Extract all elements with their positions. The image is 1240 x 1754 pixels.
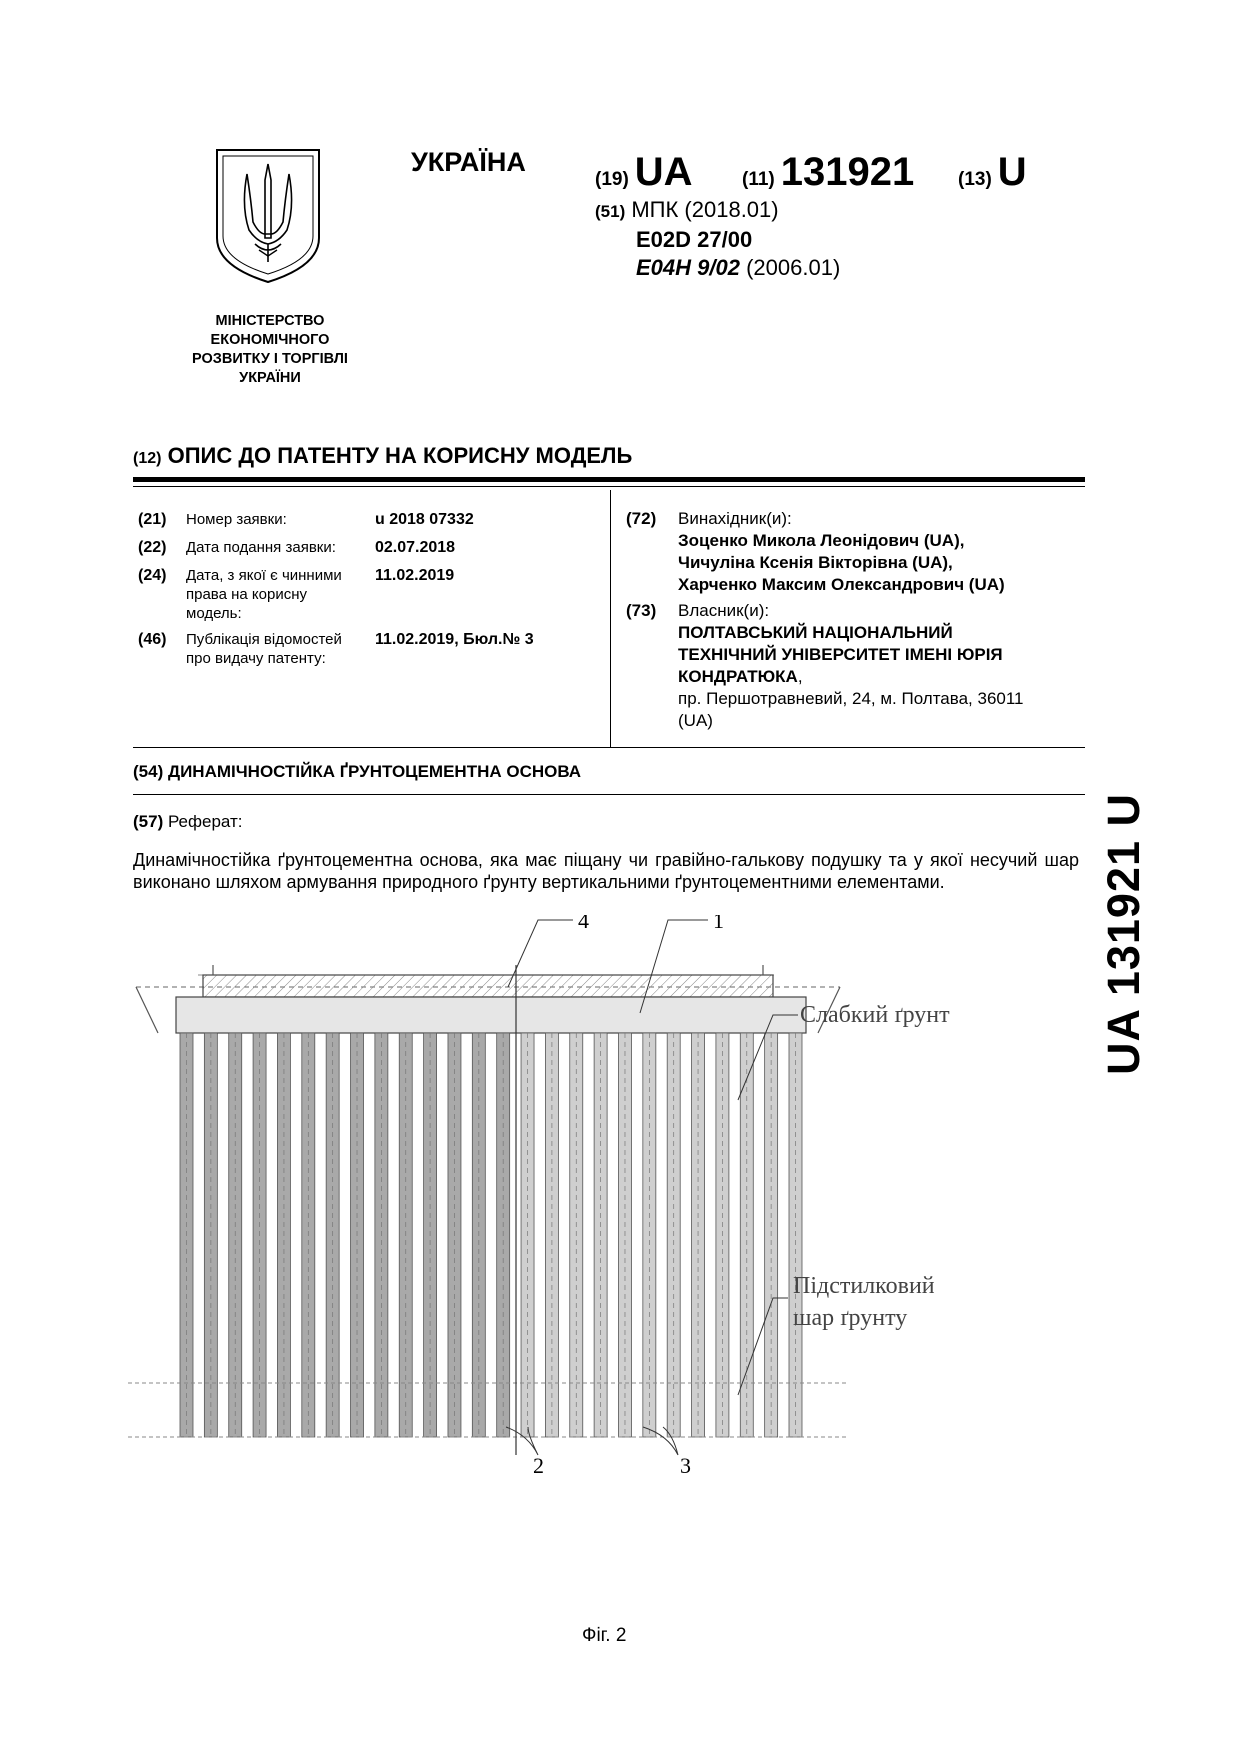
ministry-line: МІНІСТЕРСТВО xyxy=(215,313,325,329)
bib-value: u 2018 07332 xyxy=(375,511,474,528)
abstract-heading xyxy=(133,812,243,832)
ministry-line: УКРАЇНИ xyxy=(239,370,301,386)
ministry-name xyxy=(170,312,370,388)
bib-row-24 xyxy=(138,566,598,626)
inid-code-12: (12) xyxy=(133,450,162,467)
country-code-field xyxy=(595,150,693,195)
patent-number: 131921 xyxy=(780,150,915,194)
bib-label: Дата подання заявки: xyxy=(186,539,336,556)
divider xyxy=(133,794,1085,795)
ipc-class-2: E04H 9/02 xyxy=(636,255,740,280)
owner-name-line: ПОЛТАВСЬКИЙ НАЦІОНАЛЬНИЙ xyxy=(678,623,953,642)
bib-label: Дата, з якої є чинними права на корисну модель: xyxy=(186,567,342,622)
document-title xyxy=(133,443,632,469)
inid-code-19: (19) xyxy=(595,169,629,190)
owner-name-line: КОНДРАТЮКА xyxy=(678,667,798,686)
abstract-text: Динамічностійка ґрунтоцементна основа, яка має піщану чи гравійно-гальковy подушку та у якої несучий шар виконано шляхом армування природного ґрунту вертикальними ґрунтоцементними елементами. xyxy=(133,850,1079,892)
divider xyxy=(133,477,1085,482)
utility-model-title: ДИНАМІЧНОСТІЙКА ҐРУНТОЦЕМЕНТНА ОСНОВА xyxy=(167,762,582,781)
inid-code-57: (57) xyxy=(133,812,164,831)
weak-soil-label: Слабкий ґрунт xyxy=(800,1002,950,1028)
bib-value: 11.02.2019 xyxy=(375,567,455,584)
bib-value: 02.07.2018 xyxy=(375,539,456,556)
callout-label-3: 3 xyxy=(680,1453,691,1478)
abstract-label: Реферат: xyxy=(167,812,243,831)
patent-number-field xyxy=(742,150,914,195)
bib-label: Номер заявки: xyxy=(186,511,287,528)
callout-label-2: 2 xyxy=(533,1453,544,1478)
country-code: UA xyxy=(634,150,693,194)
divider xyxy=(133,747,1085,748)
owner-name-comma: , xyxy=(797,667,803,686)
inventors-block xyxy=(626,508,1076,598)
sand-cushion xyxy=(176,997,806,1033)
owner-address-line: пр. Першотравневий, 24, м. Полтава, 36011 xyxy=(678,689,1024,708)
title-section-54 xyxy=(133,762,581,782)
inid-code-51: (51) xyxy=(595,202,626,221)
coat-of-arms-emblem xyxy=(213,146,323,286)
bib-row-21 xyxy=(138,510,598,532)
country-name: УКРАЇНА xyxy=(411,147,526,177)
bib-value: 11.02.2019, Бюл.№ 3 xyxy=(375,631,534,648)
kind-code-field xyxy=(958,150,1027,195)
bib-row-46 xyxy=(138,630,598,672)
bib-code: (73) xyxy=(626,601,657,620)
ipc-block xyxy=(595,196,840,282)
underlying-layer-label-1: Підстилковий xyxy=(793,1273,935,1299)
inid-code-11: (11) xyxy=(742,169,775,190)
side-patent-number: UA 131921 U xyxy=(1098,793,1149,1075)
inventor-name: Харченко Максим Олександрович (UA) xyxy=(678,575,1005,594)
foundation-slab xyxy=(203,975,773,997)
callout-label-1: 1 xyxy=(713,915,724,933)
bib-code: (46) xyxy=(138,631,167,648)
owner-address-line: (UA) xyxy=(678,711,713,730)
ipc-year-2: (2006.01) xyxy=(746,255,841,280)
ministry-line: ЕКОНОМІЧНОГО xyxy=(210,332,330,348)
underlying-layer-label-2: шар ґрунту xyxy=(793,1305,908,1331)
ipc-class-1: E02D 27/00 xyxy=(636,227,753,252)
inventor-name: Чичуліна Ксенія Вікторівна (UA), xyxy=(678,553,953,572)
bib-code: (21) xyxy=(138,511,167,528)
bib-code: (24) xyxy=(138,567,167,584)
bib-code: (22) xyxy=(138,539,167,556)
inid-code-54: (54) xyxy=(133,762,164,781)
figure-caption: Фіг. 2 xyxy=(582,1625,627,1646)
callout-label-4: 4 xyxy=(578,915,589,933)
owner-name-line: ТЕХНІЧНИЙ УНІВЕРСИТЕТ ІМЕНІ ЮРІЯ xyxy=(678,645,1003,664)
inid-code-13: (13) xyxy=(958,169,992,190)
document-title-text: ОПИС ДО ПАТЕНТУ НА КОРИСНУ МОДЕЛЬ xyxy=(167,443,633,468)
kind-code: U xyxy=(997,150,1027,194)
bib-code: (72) xyxy=(626,509,657,528)
owner-label: Власник(и): xyxy=(678,601,770,620)
divider xyxy=(133,486,1085,487)
ipc-title: МПК (2018.01) xyxy=(631,197,779,222)
owner-block xyxy=(626,600,1076,740)
inventors-label: Винахідник(и): xyxy=(678,509,792,528)
column-divider xyxy=(610,490,611,747)
bib-row-22 xyxy=(138,538,598,560)
ministry-line: РОЗВИТКУ І ТОРГІВЛІ xyxy=(192,351,348,367)
bib-label: Публікація відомостей про видачу патенту: xyxy=(186,631,342,667)
inventor-name: Зоценко Микола Леонідович (UA), xyxy=(678,531,965,550)
figure-2-drawing xyxy=(128,915,1088,1615)
